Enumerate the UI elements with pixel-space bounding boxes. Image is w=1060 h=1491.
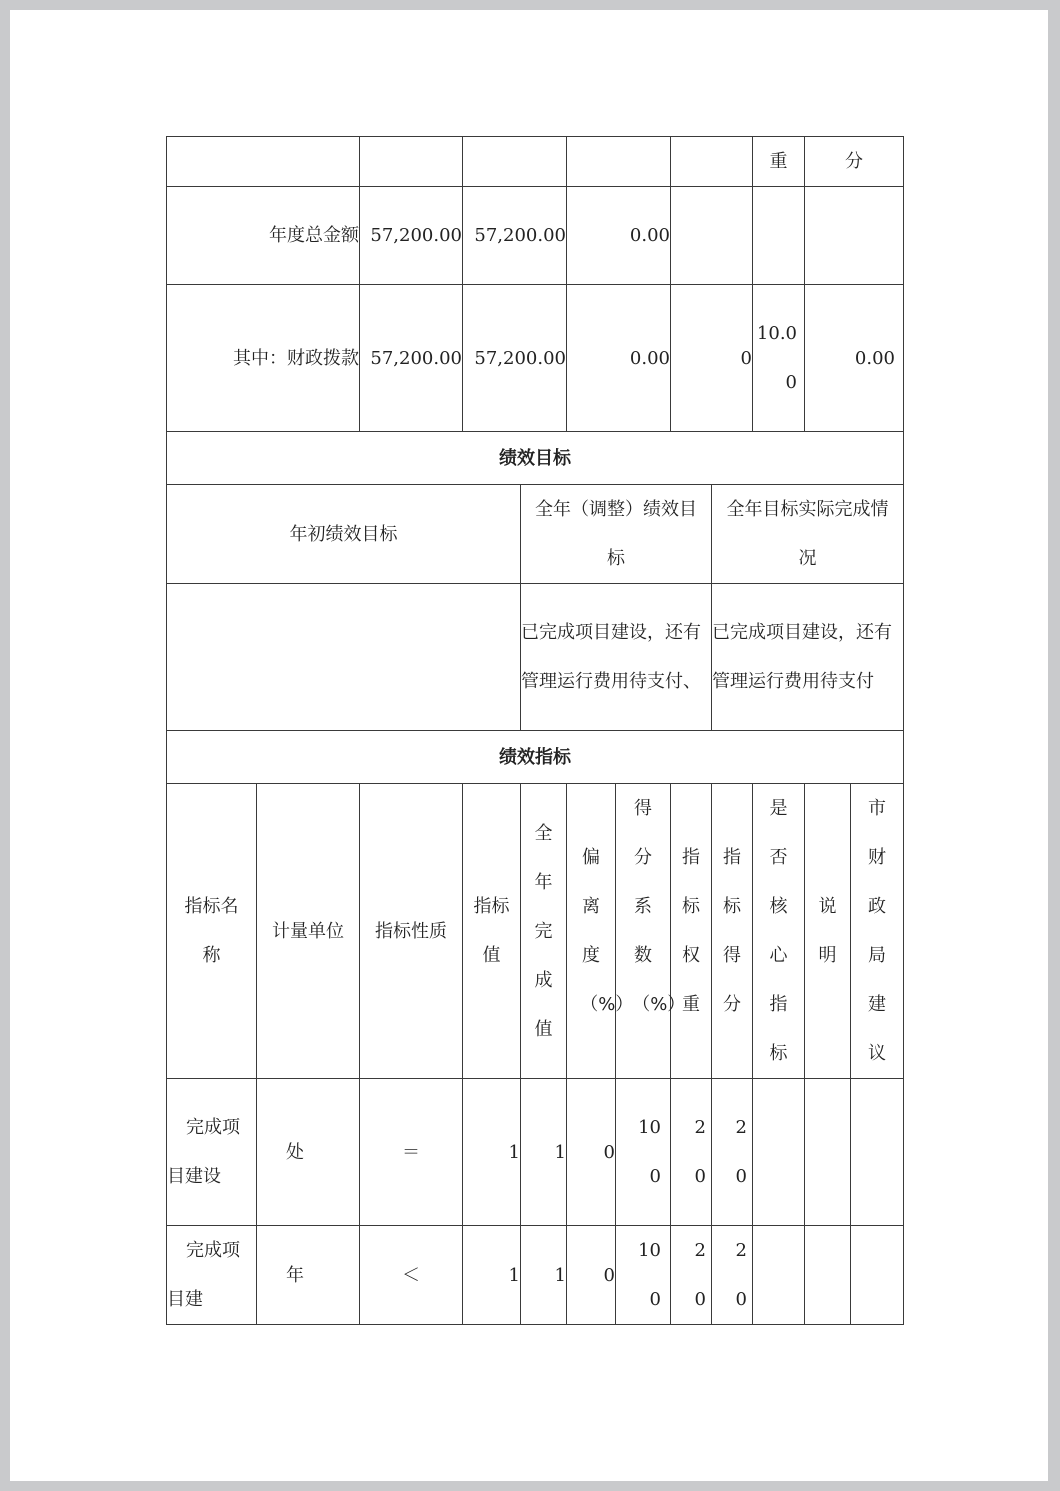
indicator-nature: ＝ [360,1079,463,1226]
document-page [10,10,1048,1481]
budget-row-fiscal [167,285,904,432]
cell [463,137,567,187]
indicator-score: 20 [712,1226,753,1325]
indicator-actual: 1 [521,1226,567,1325]
indicator-actual: 1 [521,1079,567,1226]
indicator-score: 20 [712,1079,753,1226]
indicator-header-deviation: 偏离度（%） [567,784,616,1079]
indicator-nature: ＜ [360,1226,463,1325]
goals-title-row [167,432,904,485]
indicator-deviation: 0 [567,1226,616,1325]
performance-table [166,136,904,1325]
indicator-core [753,1079,805,1226]
indicator-header-note: 说明 [805,784,851,1079]
budget-weight: 10.00 [753,285,805,432]
indicator-value: 1 [463,1226,521,1325]
section-title-goals: 绩效目标 [167,432,904,485]
cell [360,137,463,187]
budget-label: 其中：财政拨款 [167,285,360,432]
budget-points: 0.00 [805,285,904,432]
budget-weight [753,187,805,285]
weight-header: 重 [753,137,805,187]
goal-initial-text [167,584,521,731]
indicator-header-score: 指标得分 [712,784,753,1079]
indicator-header-coef: 得分系数（%） [616,784,671,1079]
budget-initial: 57,200.00 [360,187,463,285]
indicator-advice [851,1079,904,1226]
budget-label: 年度总金额 [167,187,360,285]
indicator-header-nature: 指标性质 [360,784,463,1079]
budget-executed: 0.00 [567,187,671,285]
goal-initial-header: 年初绩效目标 [167,485,521,584]
budget-initial: 57,200.00 [360,285,463,432]
indicator-row [167,1079,904,1226]
goal-actual-header: 全年目标实际完成情况 [712,485,904,584]
budget-points [805,187,904,285]
indicators-title-row [167,731,904,784]
indicator-coef: 100 [616,1079,671,1226]
cell [567,137,671,187]
indicator-deviation: 0 [567,1079,616,1226]
goal-actual-text: 已完成项目建设，还有管理运行费用待支付 [712,584,904,731]
goals-header-row [167,485,904,584]
indicator-unit: 处 [257,1079,360,1226]
indicator-note [805,1079,851,1226]
indicator-unit: 年 [257,1226,360,1325]
budget-score: 0 [671,285,753,432]
indicator-header-unit: 计量单位 [257,784,360,1079]
section-title-indicators: 绩效指标 [167,731,904,784]
goal-adjusted-header: 全年（调整）绩效目标 [521,485,712,584]
indicator-note [805,1226,851,1325]
indicator-header-advice: 市财政局建议 [851,784,904,1079]
budget-executed: 0.00 [567,285,671,432]
indicator-core [753,1226,805,1325]
indicator-header-name: 指标名称 [167,784,257,1079]
points-header: 分 [805,137,904,187]
indicator-value: 1 [463,1079,521,1226]
indicator-name: 完成项目建 [167,1226,257,1325]
indicator-coef: 100 [616,1226,671,1325]
indicator-row [167,1226,904,1325]
budget-adjusted: 57,200.00 [463,285,567,432]
budget-score [671,187,753,285]
indicator-header-row [167,784,904,1079]
indicator-weight: 20 [671,1226,712,1325]
indicator-header-weight: 指标权重 [671,784,712,1079]
indicator-header-actual: 全年完成值 [521,784,567,1079]
goals-content-row [167,584,904,731]
indicator-name: 完成项目建设 [167,1079,257,1226]
goal-adjusted-text: 已完成项目建设，还有管理运行费用待支付、 [521,584,712,731]
indicator-advice [851,1226,904,1325]
budget-header-row [167,137,904,187]
budget-adjusted: 57,200.00 [463,187,567,285]
indicator-header-value: 指标值 [463,784,521,1079]
cell [671,137,753,187]
budget-row-total [167,187,904,285]
indicator-header-core: 是否核心指标 [753,784,805,1079]
indicator-weight: 20 [671,1079,712,1226]
cell [167,137,360,187]
